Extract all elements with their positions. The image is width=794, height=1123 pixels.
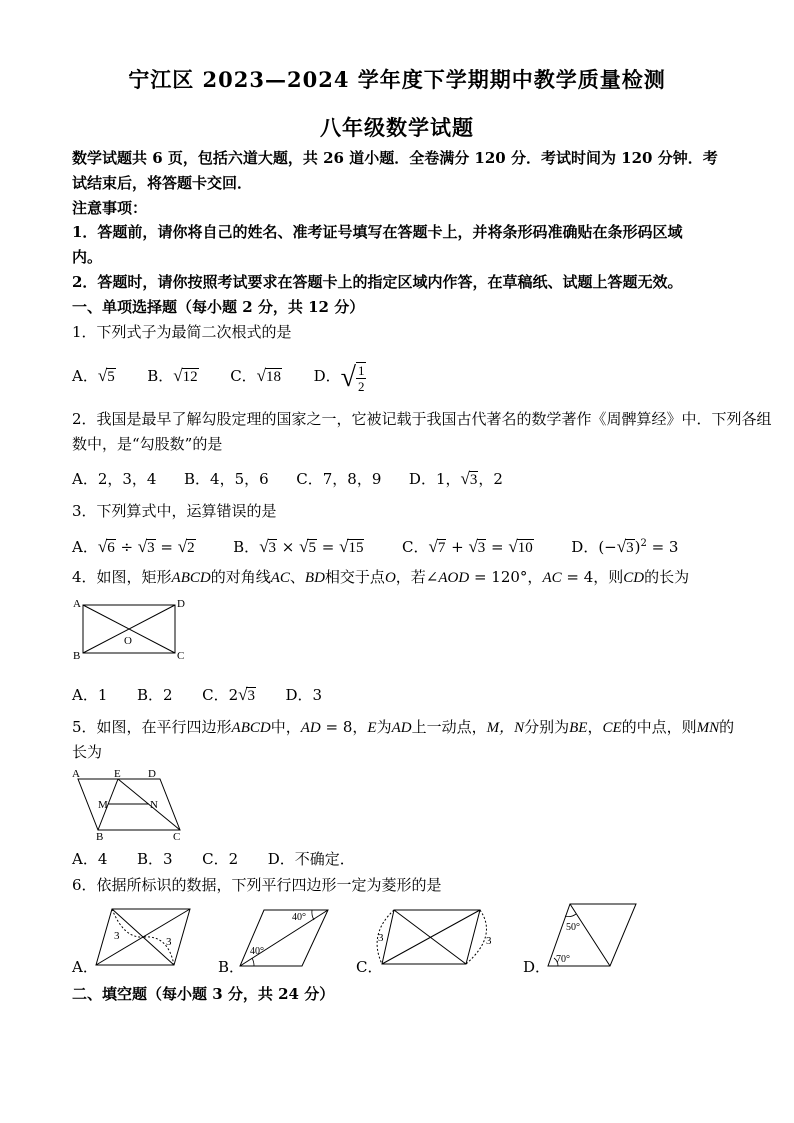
- q4-option-a: A．1: [72, 686, 108, 704]
- q1-option-c: C．√18: [230, 366, 282, 386]
- note-1-line-2: 内。: [72, 248, 103, 266]
- q5-option-b: B．3: [136, 850, 173, 868]
- q2-option-d: D．1，√3，2: [408, 469, 503, 488]
- q3-option-a: A．√6 ÷ √3 = √2: [72, 537, 195, 556]
- q6-option-a-label: A．: [72, 958, 98, 976]
- q6-figure-d: [546, 900, 642, 970]
- q5-label-n: N: [150, 799, 158, 811]
- q6-b-label-2: 40°: [250, 946, 264, 957]
- q5-stem-1: 5．如图，在平行四边形ABCD中，AD = 8，E为AD上一动点，M，N分别为BE，CE的中点，则MN的: [72, 718, 735, 736]
- q6-option-c-label: C．: [356, 958, 383, 976]
- page-title: 宁江区 2023—2024 学年度下学期期中教学质量检测: [128, 67, 666, 92]
- q3-option-c: C．√7 + √3 = √10: [402, 537, 533, 556]
- q3-option-b: B．√3 × √5 = √15: [233, 537, 364, 556]
- q4-label-o: O: [124, 635, 132, 647]
- q5-stem-2: 长为: [72, 743, 103, 761]
- q5-options: [72, 848, 355, 870]
- q5-label-a: A: [72, 768, 80, 780]
- q4-label-d: D: [177, 598, 185, 610]
- q6-c-label-1: 3: [378, 932, 384, 944]
- q5-option-a: A．4: [72, 850, 108, 868]
- q5-label-m: M: [98, 799, 108, 811]
- q4-option-c: C．2√3: [202, 685, 255, 704]
- q6-d-label-2: 70°: [556, 954, 570, 965]
- q2-option-c: C．7，8，9: [296, 470, 382, 488]
- q2-stem-2: 数中，是“勾股数”的是: [72, 435, 223, 453]
- q3-option-d: D．$(-√3)^2 = 3$: [571, 537, 679, 556]
- q2-options: [72, 468, 503, 491]
- q1-option-b: B．√12: [147, 366, 198, 386]
- q6-figure-b: [236, 906, 332, 970]
- q6-d-label-1: 50°: [566, 922, 580, 933]
- q5-parallelogram-figure: [68, 766, 198, 842]
- section-2-title: 二、填空题（每小题 3 分，共 24 分）: [72, 985, 335, 1003]
- intro-line-1: 数学试题共 6 页，包括六道大题，共 26 道小题．全卷满分 120 分．考试时间为 120 分钟．考: [72, 149, 718, 167]
- q6-a-label-1: 3: [114, 930, 120, 942]
- q2-stem-1: 2．我国是最早了解勾股定理的国家之一，它被记载于我国古代著名的数学著作《周髀算经》中．下列各组: [72, 410, 772, 428]
- page-subtitle: 八年级数学试题: [320, 115, 474, 140]
- q6-c-label-2: 3: [486, 935, 492, 947]
- q3-stem: 3．下列算式中，运算错误的是: [72, 502, 277, 520]
- q5-option-d: D．不确定．: [267, 850, 355, 868]
- q1-option-d: D．√ $\frac{1}{2}$: [313, 362, 365, 394]
- q1-option-a: A．√5: [72, 366, 115, 386]
- q4-stem: 4．如图，矩形ABCD的对角线AC、BD相交于点O，若∠AOD = 120°，AC = 4，则CD的长为: [72, 568, 690, 586]
- q3-options: [72, 533, 678, 559]
- q4-options: [72, 684, 322, 707]
- q4-label-a: A: [73, 598, 81, 610]
- q5-label-d: D: [148, 768, 156, 780]
- q4-option-d: D．3: [285, 686, 323, 704]
- q4-rectangle-figure: [70, 596, 190, 666]
- q6-b-label-1: 40°: [292, 912, 306, 923]
- q6-stem: 6．依据所标识的数据，下列平行四边形一定为菱形的是: [72, 876, 442, 894]
- q4-option-b: B．2: [136, 686, 173, 704]
- q2-option-a: A．2，3，4: [72, 470, 157, 488]
- note-1-line-1: 1．答题前，请你将自己的姓名、准考证号填写在答题卡上，并将条形码准确贴在条形码区域: [72, 223, 683, 241]
- notice-title: 注意事项：: [72, 199, 148, 217]
- q6-option-d-label: D．: [523, 958, 551, 976]
- q6-option-b-label: B．: [218, 958, 245, 976]
- q6-a-label-2: 3: [166, 936, 172, 948]
- q4-label-c: C: [177, 650, 185, 662]
- q6-figure-a: [92, 903, 196, 971]
- note-2: 2．答题时，请你按照考试要求在答题卡上的指定区域内作答，在草稿纸、试题上答题无效。: [72, 273, 683, 291]
- q5-option-c: C．2: [202, 850, 239, 868]
- q6-figure-c: [372, 904, 502, 970]
- q5-label-c: C: [173, 831, 181, 842]
- section-1-title: 一、单项选择题（每小题 2 分，共 12 分）: [72, 298, 365, 316]
- q1-options: [72, 362, 366, 394]
- q2-option-b: B．4，5，6: [184, 470, 269, 488]
- intro-line-2: 试结束后，将答题卡交回．: [72, 174, 253, 192]
- q1-stem: 1．下列式子为最简二次根式的是: [72, 323, 292, 341]
- q5-label-e: E: [114, 768, 121, 780]
- q4-label-b: B: [73, 650, 81, 662]
- q5-label-b: B: [96, 831, 104, 842]
